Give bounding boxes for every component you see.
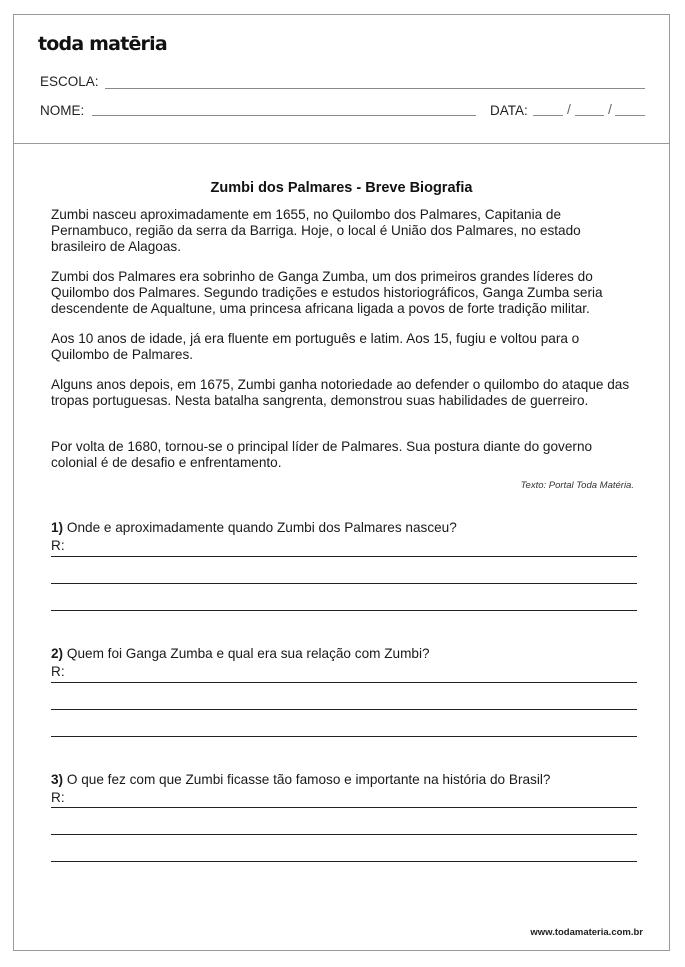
- name-label: NOME:: [40, 103, 85, 118]
- question-3: [51, 772, 550, 787]
- article-paragraph: Por volta de 1680, tornou-se o principal líder de Palmares. Sua postura diante do governo colonial é de desafio e enfrentamento.: [51, 439, 593, 470]
- date-label: DATA:: [490, 103, 528, 118]
- date-separator: /: [608, 101, 612, 117]
- article-paragraph: Alguns anos depois, em 1675, Zumbi ganha notoriedade ao defender o quilombo do ataque das tropas portuguesas. Nesta batalha sangrenta, demonstrou suas habilidades de guerreiro.: [51, 377, 630, 408]
- question-number: 2): [51, 646, 64, 661]
- question-text: O que fez com que Zumbi ficasse tão famoso e importante na história do Brasil?: [66, 772, 551, 787]
- answer-line[interactable]: [51, 736, 637, 737]
- worksheet-page: [13, 14, 670, 951]
- question-number: 1): [51, 520, 64, 535]
- answer-label: R:: [51, 790, 65, 805]
- answer-line[interactable]: [51, 709, 637, 710]
- answer-line[interactable]: [51, 682, 637, 683]
- school-label: ESCOLA:: [40, 74, 99, 89]
- date-year-field[interactable]: [615, 115, 645, 116]
- date-day-field[interactable]: [533, 115, 563, 116]
- answer-line[interactable]: [51, 583, 637, 584]
- answer-line[interactable]: [51, 610, 637, 611]
- question-2: [51, 646, 430, 661]
- website-link[interactable]: www.todamateria.com.br: [530, 927, 643, 938]
- answer-label: R:: [51, 538, 65, 553]
- date-separator: /: [567, 101, 571, 117]
- question-text: Quem foi Ganga Zumba e qual era sua relação com Zumbi?: [66, 646, 430, 661]
- question-text: Onde e aproximadamente quando Zumbi dos Palmares nasceu?: [66, 520, 457, 535]
- article-paragraph: Zumbi nasceu aproximadamente em 1655, no Quilombo dos Palmares, Capitania de Pernambuco, região da serra da Barriga. Hoje, o local é União dos Palmares, no estado brasileiro de Alagoas.: [51, 207, 581, 254]
- name-field[interactable]: [92, 115, 476, 116]
- article-paragraph: Zumbi dos Palmares era sobrinho de Ganga Zumba, um dos primeiros grandes líderes do Quilombo dos Palmares. Segundo tradições e estudos historiográficos, Ganga Zumba seria descendente de Aqualtune, uma princesa africana ligada a povos de forte tradição militar.: [51, 269, 603, 316]
- school-field[interactable]: [105, 88, 645, 89]
- answer-line[interactable]: [51, 807, 637, 808]
- text-source: Texto: Portal Toda Matéria.: [520, 480, 634, 491]
- toda-materia-logo: toda matēria: [38, 33, 167, 55]
- question-number: 3): [51, 772, 64, 787]
- answer-label: R:: [51, 664, 65, 679]
- answer-line[interactable]: [51, 834, 637, 835]
- answer-line[interactable]: [51, 556, 637, 557]
- worksheet-header: [14, 15, 669, 144]
- answer-line[interactable]: [51, 861, 637, 862]
- article-paragraph: Aos 10 anos de idade, já era fluente em português e latim. Aos 15, fugiu e voltou para o Quilombo de Palmares.: [51, 331, 580, 362]
- date-month-field[interactable]: [575, 115, 604, 116]
- article-title: Zumbi dos Palmares - Breve Biografia: [210, 180, 473, 196]
- question-1: [51, 520, 457, 535]
